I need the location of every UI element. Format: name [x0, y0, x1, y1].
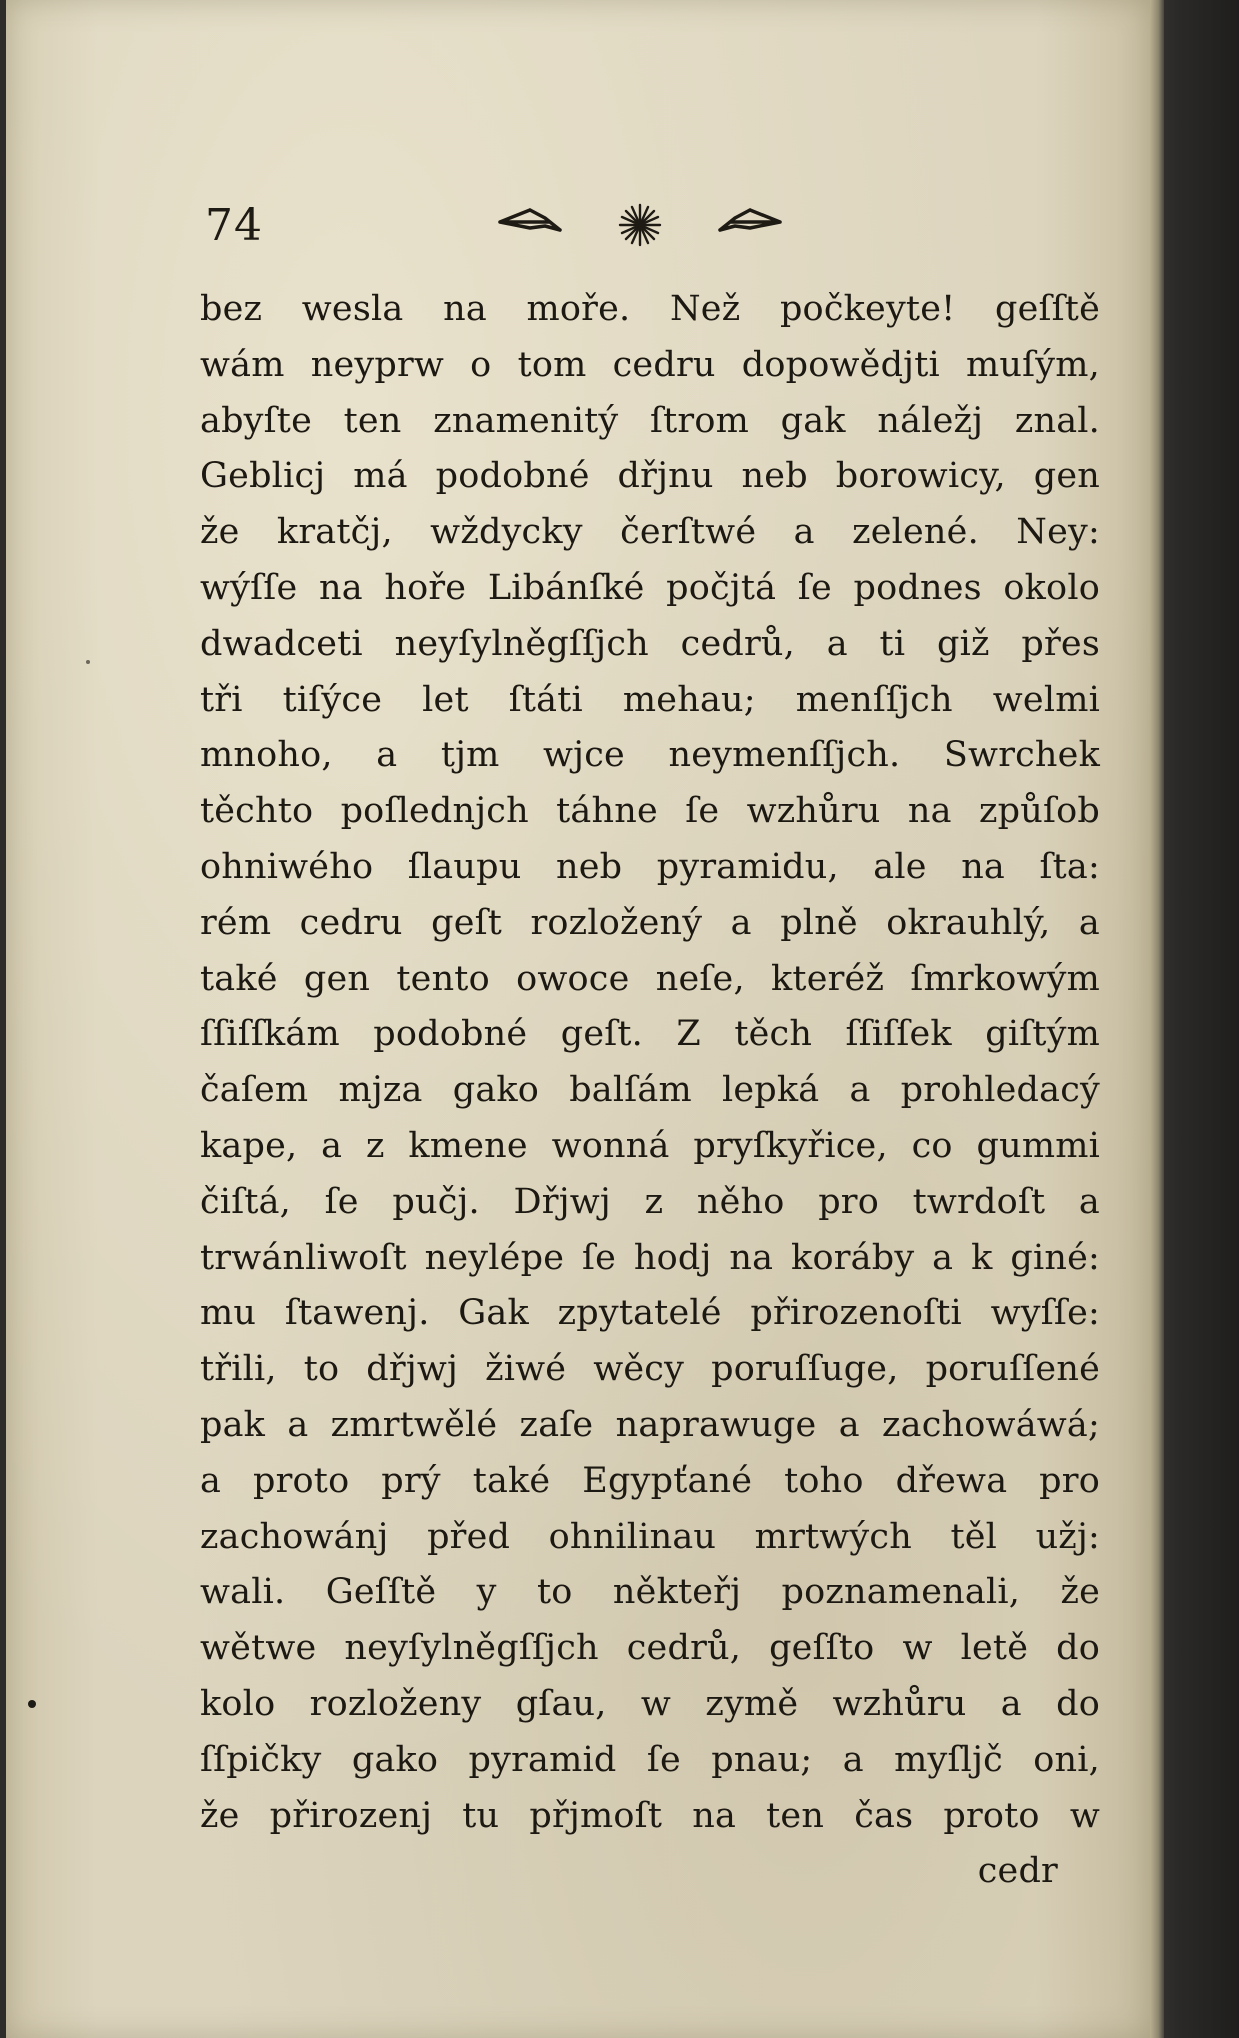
text-line: zachowánj před ohnilinau mrtwých těl užj: [200, 1516, 1100, 1557]
body-text [200, 282, 1100, 1900]
fleuron-ornament-icon [490, 200, 790, 250]
text-line: kolo rozloženy gſau, w zymě wzhůru a do [200, 1683, 1100, 1724]
text-line: a proto prý také Egypťané toho dřewa pro [200, 1460, 1100, 1501]
page-number: 74 [205, 200, 263, 251]
text-line: trwánliwoſt neylépe ſe hodj na koráby a k giné: [200, 1237, 1100, 1278]
text-line: bez wesla na moře. Než počkeyte! geſſtě [200, 289, 1100, 329]
text-line: wětwe neyſylněgſſjch cedrů, geſſto w letě do [200, 1628, 1100, 1669]
text-line: těchto poſlednjch táhne ſe wzhůru na způſob [200, 791, 1100, 832]
catchword: cedr [977, 1851, 1058, 1892]
text-line: mnoho, a tjm wjce neymenſſjch. Swrchek [200, 735, 1100, 776]
ink-spot [28, 1700, 36, 1708]
text-line: abyſte ten znamenitý ſtrom gak náležj znal. [200, 400, 1100, 441]
text-line: pak a zmrtwělé zaſe naprawuge a zachowáwá; [200, 1404, 1100, 1445]
ink-spot [86, 660, 90, 664]
text-line: kape, a z kmene wonná pryſkyřice, co gummi [200, 1125, 1100, 1166]
text-line: čiſtá, ſe pučj. Dřjwj z něho pro twrdoſt a [200, 1181, 1100, 1222]
text-line: ſſiſſkám podobné geſt. Z těch ſſiſſek giſtým [200, 1014, 1100, 1055]
text-line: wali. Geſſtě y to někteřj poznamenali, že [200, 1572, 1100, 1613]
text-line: wýſſe na hoře Libánſké počjtá ſe podnes okolo [200, 567, 1100, 608]
text-line: čaſem mjza gako balſám lepká a prohledacý [200, 1070, 1100, 1111]
text-line: rém cedru geſt rozložený a plně okrauhlý, a [200, 902, 1100, 943]
text-line: že přirozenj tu přjmoſt na ten čas proto w [200, 1795, 1100, 1836]
text-line: že kratčj, wždycky čerſtwé a zelené. Ney: [200, 512, 1100, 553]
text-line: mu ſtawenj. Gak zpytatelé přirozenoſti wyſſe: [200, 1293, 1100, 1334]
text-line: dwadceti neyſylněgſſjch cedrů, a ti giž přes [200, 623, 1100, 664]
page-edge [1150, 0, 1164, 2038]
text-line: ohniwého ſlaupu neb pyramidu, ale na ſta: [200, 846, 1100, 887]
text-line: ſſpičky gako pyramid ſe pnau; a myſljč oni, [200, 1739, 1100, 1780]
text-line: třili, to dřjwj žiwé wěcy poruſſuge, poruſſené [200, 1349, 1100, 1390]
text-line: také gen tento owoce neſe, kteréž ſmrkowým [200, 958, 1100, 999]
text-line: tři tiſýce let ſtáti mehau; menſſjch welmi [200, 679, 1100, 720]
text-line: Geblicj má podobné dřjnu neb borowicy, gen [200, 456, 1100, 497]
page-header [205, 200, 1065, 260]
text-line: wám neyprw o tom cedru dopowědjti muſým, [200, 344, 1100, 385]
